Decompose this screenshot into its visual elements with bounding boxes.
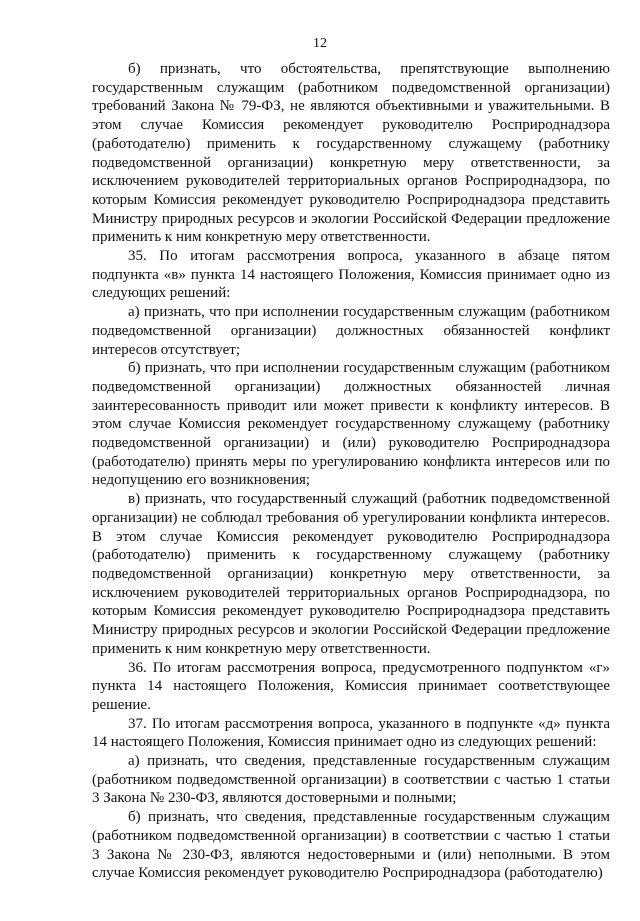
- paragraph-35-item-v: в) признать, что государственный служащий (работник подведомственной организации) не соблюдал требования об урегулировании конфликта интересов. В этом случае Комиссия рекомендует руководителю Росприроднадзора (работодателю) применить к государственному служащему (работнику подведомственной организации) конкретную меру ответственности, за исключением руководителей территориальных органов Росприроднадзора, по которым Комиссия рекомендует руководителю Росприроднадзора представить Министру природных ресурсов и экологии Российской Федерации предложение применить к ним конкретную меру ответственности.: [92, 491, 610, 657]
- paragraph-36: 36. По итогам рассмотрения вопроса, предусмотренного подпунктом «г» пункта 14 настоящего Положения, Комиссия принимает соответствующее решение.: [92, 659, 610, 713]
- paragraph-35: 35. По итогам рассмотрения вопроса, указанного в абзаце пятом подпункта «в» пункта 14 настоящего Положения, Комиссия принимает одно из следующих решений:: [92, 248, 610, 302]
- paragraph-37-item-b: б) признать, что сведения, представленные государственным служащим (работником подведомственной организации) в соответствии с частью 1 статьи 3 Закона № 230-ФЗ, являются недостоверными и (или) неполными. В этом случае Комиссия рекомендует руководителю Росприроднадзора (работодателю): [92, 809, 610, 882]
- paragraph-35-item-a: а) признать, что при исполнении государственным служащим (работником подведомственной организации) должностных обязанностей конфликт интересов отсутствует;: [92, 304, 610, 358]
- page-number: 12: [313, 36, 327, 51]
- document-body: [92, 60, 610, 883]
- paragraph-35-item-b: б) признать, что при исполнении государственным служащим (работником подведомственной организации) должностных обязанностей личная заинтересованность приводит или может привести к конфликту интересов. В этом случае Комиссия рекомендует государственному служащему (работнику подведомственной организации) и (или) руководителю Росприроднадзора (работодателю) принять меры по урегулированию конфликта интересов или по недопущению его возникновения;: [92, 360, 610, 489]
- paragraph-37-item-a: а) признать, что сведения, представленные государственным служащим (работником подведомственной организации) в соответствии с частью 1 статьи 3 Закона № 230-ФЗ, являются достоверными и полными;: [92, 753, 610, 807]
- paragraph-item-b-1: б) признать, что обстоятельства, препятствующие выполнению государственным служащим (работником подведомственной организации) требований Закона № 79-ФЗ, не являются объективными и уважительными. В этом случае Комиссия рекомендует руководителю Росприроднадзора (работодателю) применить к государственному служащему (работнику подведомственной организации) конкретную меру ответственности, за исключением руководителей территориальных органов Росприроднадзора, по которым Комиссия рекомендует руководителю Росприроднадзора представить Министру природных ресурсов и экологии Российской Федерации предложение применить к ним конкретную меру ответственности.: [92, 61, 610, 246]
- paragraph-37: 37. По итогам рассмотрения вопроса, указанного в подпункте «д» пункта 14 настоящего Положения, Комиссия принимает одно из следующих решений:: [92, 715, 610, 751]
